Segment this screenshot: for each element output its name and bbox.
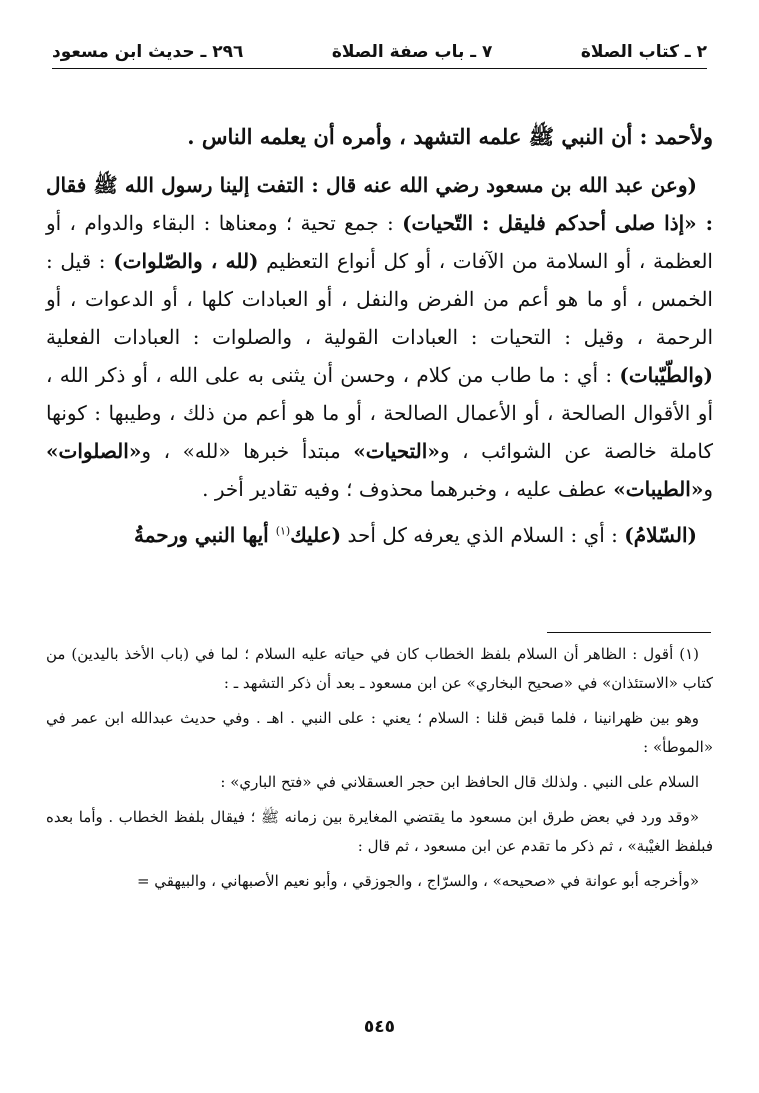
commentary-text: عطف عليه ، وخبرهما محذوف ؛ وفيه تقادير أخر .: [202, 477, 614, 501]
commentary-text: : جمع تحية ؛ ومعناها : البقاء والدوام ، أو العظمة ، أو السلامة من الآفات ، أو كل أنواع التعظيم: [46, 211, 713, 273]
hadith-quote: (وعن عبد الله بن مسعود رضي الله عنه قال : التفت إلينا رسول الله ﷺ فقال : «إذا صلى أحدكم فليقل : التّحيات): [46, 173, 713, 235]
header-chapter: ٢ ـ كتاب الصلاة: [580, 42, 707, 62]
commentary-text: مبتدأ خبرها «لله» ، و: [141, 439, 354, 463]
hadith-term: «التحيات»: [353, 439, 440, 463]
hadith-quote: (والطّيّبات): [619, 363, 713, 387]
main-text: [46, 118, 713, 554]
footnotes: [46, 640, 713, 902]
footnote-1: (١) أقول : الظاهر أن السلام بلفظ الخطاب كان في حياته عليه السلام ؛ لما في (باب الأخذ باليدين) من كتاب «الاستئذان» في «صحيح البخاري» عن ابن مسعود ـ بعد أن ذكر التشهد ـ :: [46, 645, 713, 692]
hadith-quote: (السّلامُ): [624, 523, 697, 547]
footnote-line: وهو بين ظهرانينا ، فلما قبض قلنا : السلام ؛ يعني : على النبي . اهـ . وفي حديث عبدالله ابن عمر في «الموطأ» :: [46, 709, 713, 756]
footnote-line: «وأخرجه أبو عوانة في «صحيحه» ، والسرّاج ، والجوزقي ، وأبو نعيم الأصبهاني ، والبيهقي =: [136, 872, 699, 890]
commentary-text: : أي : ما طاب من كلام ، وحسن أن يثنى به على الله ، أو ذكر الله ، أو الأقوال الصالحة ، أو الأعمال الصالحة ، أو ما هو أعم من ذلك ، وطيبها : كونها كاملة خالصة عن الشوائب ، و: [46, 363, 713, 463]
commentary-text: : قيل : الخمس ، أو ما هو أعم من الفرض والنفل ، أو العبادات كلها ، أو الدعوات ، أو الرحمة ، وقيل : التحيات : العبادات القولية ، والصلوات : العبادات الفعلية: [46, 249, 713, 349]
hadith-quote: أيها النبي ورحمةُ: [134, 523, 276, 547]
header-section: ٧ ـ باب صفة الصلاة: [331, 42, 493, 62]
footnote-line: «وقد ورد في بعض طرق ابن مسعود ما يقتضي المغايرة بين زمانه ﷺ ؛ فيقال بلفظ الخطاب . وأما بعده فبلفظ الغيْبة» ، ثم ذكر ما تقدم عن ابن مسعود ، ثم قال :: [46, 808, 713, 855]
footnote-divider: [547, 632, 711, 633]
main-paragraph-3: [46, 516, 713, 554]
commentary-text: : أي : السلام الذي يعرفه كل أحد: [341, 523, 625, 547]
hadith-term: «الطيبات»: [613, 477, 704, 501]
running-header: [52, 36, 707, 69]
page-number: ٥٤٥: [363, 1017, 396, 1037]
commentary-text: و: [703, 477, 713, 501]
hadith-quote: (عليك: [290, 523, 342, 547]
hadith-quote: (لله ، والصّلوات): [113, 249, 259, 273]
footnote-marker[interactable]: (١): [275, 524, 291, 538]
hadith-term: «الصلوات»: [46, 439, 142, 463]
main-paragraph-1: ولأحمد : أن النبي ﷺ علمه التشهد ، وأمره أن يعلمه الناس .: [187, 124, 713, 149]
main-paragraph-2: [46, 166, 713, 508]
footnote-line: السلام على النبي . ولذلك قال الحافظ ابن حجر العسقلاني في «فتح الباري» :: [220, 773, 699, 791]
header-hadith: ٢٩٦ ـ حديث ابن مسعود: [52, 42, 244, 62]
